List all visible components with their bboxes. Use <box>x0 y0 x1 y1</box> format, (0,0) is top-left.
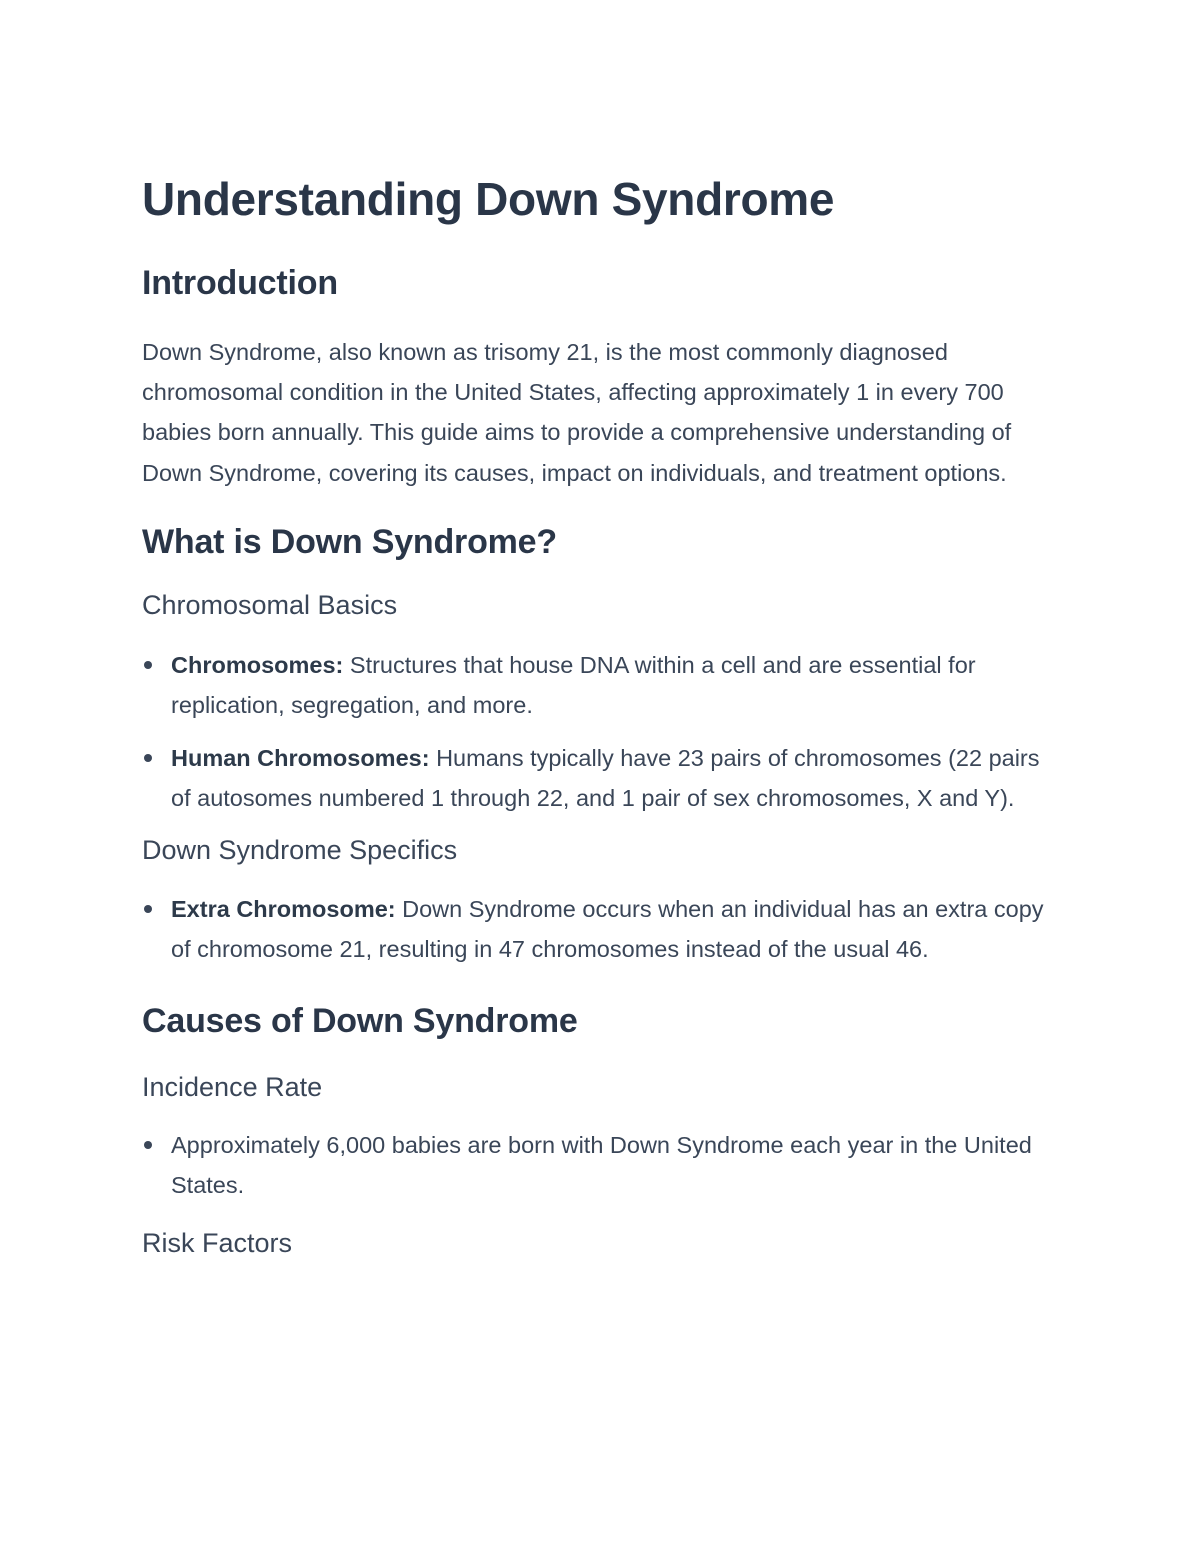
section-heading-introduction: Introduction <box>142 264 338 302</box>
document-title: Understanding Down Syndrome <box>142 173 835 225</box>
list-item-term: Chromosomes: <box>171 651 344 678</box>
section-heading-causes: Causes of Down Syndrome <box>142 1001 578 1040</box>
list-item <box>142 645 1062 725</box>
introduction-paragraph: Down Syndrome, also known as trisomy 21, is the most commonly diagnosed chromosomal condition in the United States, affecting approximately 1 in every 700 babies born annually. This guide aims to provide a comprehensive understanding of Down Syndrome, covering its causes, impact on individuals, and treatment options. <box>142 339 1012 486</box>
list-item-term: Extra Chromosome: <box>171 895 396 922</box>
incidence-list <box>142 1125 1062 1205</box>
section-heading-what-is: What is Down Syndrome? <box>142 522 557 561</box>
list-item <box>142 1125 1062 1205</box>
chromosomal-basics-list <box>142 645 1062 818</box>
list-item-term: Human Chromosomes: <box>171 744 430 771</box>
list-item <box>142 889 1062 969</box>
document-page <box>142 160 1062 1263</box>
subheading-incidence-rate: Incidence Rate <box>142 1071 323 1102</box>
list-item-text: Approximately 6,000 babies are born with Down Syndrome each year in the United States. <box>171 1131 1032 1198</box>
list-item-text: Down Syndrome occurs when an individual has an extra copy of chromosome 21, resulting in 47 chromosomes instead of the usual 46. <box>171 895 1044 962</box>
subheading-chromosomal-basics: Chromosomal Basics <box>142 589 398 620</box>
subheading-down-syndrome-specifics: Down Syndrome Specifics <box>142 834 458 865</box>
bullet-icon <box>144 661 152 669</box>
specifics-list <box>142 889 1062 969</box>
list-item <box>142 738 1062 818</box>
bullet-icon <box>144 905 152 913</box>
subheading-risk-factors: Risk Factors <box>142 1227 293 1258</box>
bullet-icon <box>144 1141 152 1149</box>
list-item-text: Structures that house DNA within a cell and are essential for replication, segregation, and more. <box>171 651 976 718</box>
list-item-text: Humans typically have 23 pairs of chromosomes (22 pairs of autosomes numbered 1 through 22, and 1 pair of sex chromosomes, X and Y). <box>171 744 1040 811</box>
bullet-icon <box>144 754 152 762</box>
